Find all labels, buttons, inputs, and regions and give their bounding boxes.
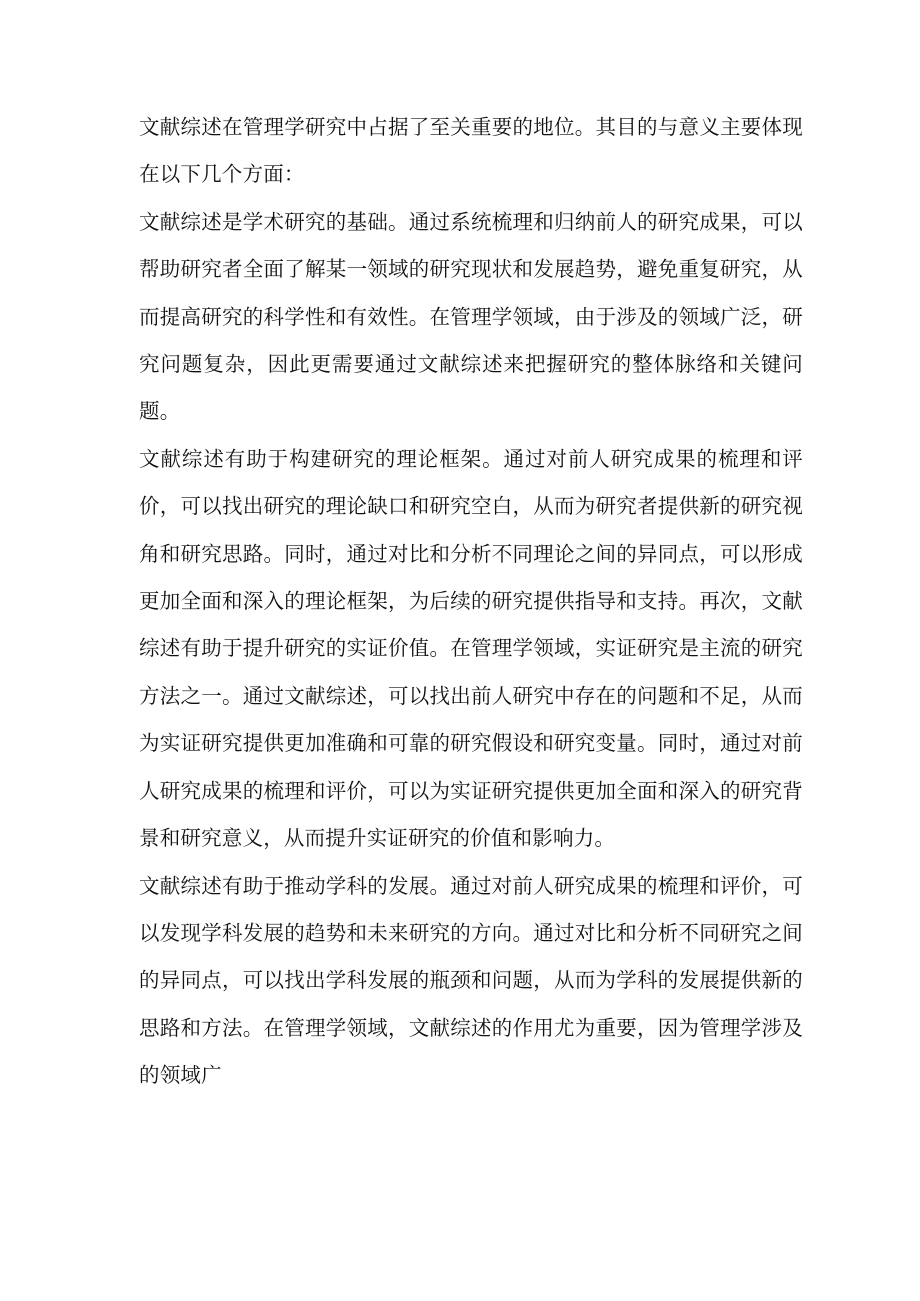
paragraph-foundation: 文献综述是学术研究的基础。通过系统梳理和归纳前人的研究成果，可以帮助研究者全面了解某一领域的研究现状和发展趋势，避免重复研究，从而提高研究的科学性和有效性。在管理学领域，由于涉及的领域广泛，研究问题复杂，因此更需要通过文献综述来把握研究的整体脉络和关键问题。 [139,209,803,424]
document-body [139,104,803,1100]
paragraph-theory-framework: 文献综述有助于构建研究的理论框架。通过对前人研究成果的梳理和评价，可以找出研究的理论缺口和研究空白，从而为研究者提供新的研究视角和研究思路。同时，通过对比和分析不同理论之间的异同点，可以形成更加全面和深入的理论框架，为后续的研究提供指导和支持。再次，文献综述有助于提升研究的实证价值。在管理学领域，实证研究是主流的研究方法之一。通过文献综述，可以找出前人研究中存在的问题和不足，从而为实证研究提供更加准确和可靠的研究假设和研究变量。同时，通过对前人研究成果的梳理和评价，可以为实证研究提供更加全面和深入的研究背景和研究意义，从而提升实证研究的价值和影响力。 [139,446,803,851]
paragraph-intro: 文献综述在管理学研究中占据了至关重要的地位。其目的与意义主要体现在以下几个方面： [139,115,803,187]
paragraph-discipline-development: 文献综述有助于推动学科的发展。通过对前人研究成果的梳理和评价，可以发现学科发展的趋势和未来研究的方向。通过对比和分析不同研究之间的异同点，可以找出学科发展的瓶颈和问题，从而为学科的发展提供新的思路和方法。在管理学领域，文献综述的作用尤为重要，因为管理学涉及的领域广 [139,873,803,1088]
